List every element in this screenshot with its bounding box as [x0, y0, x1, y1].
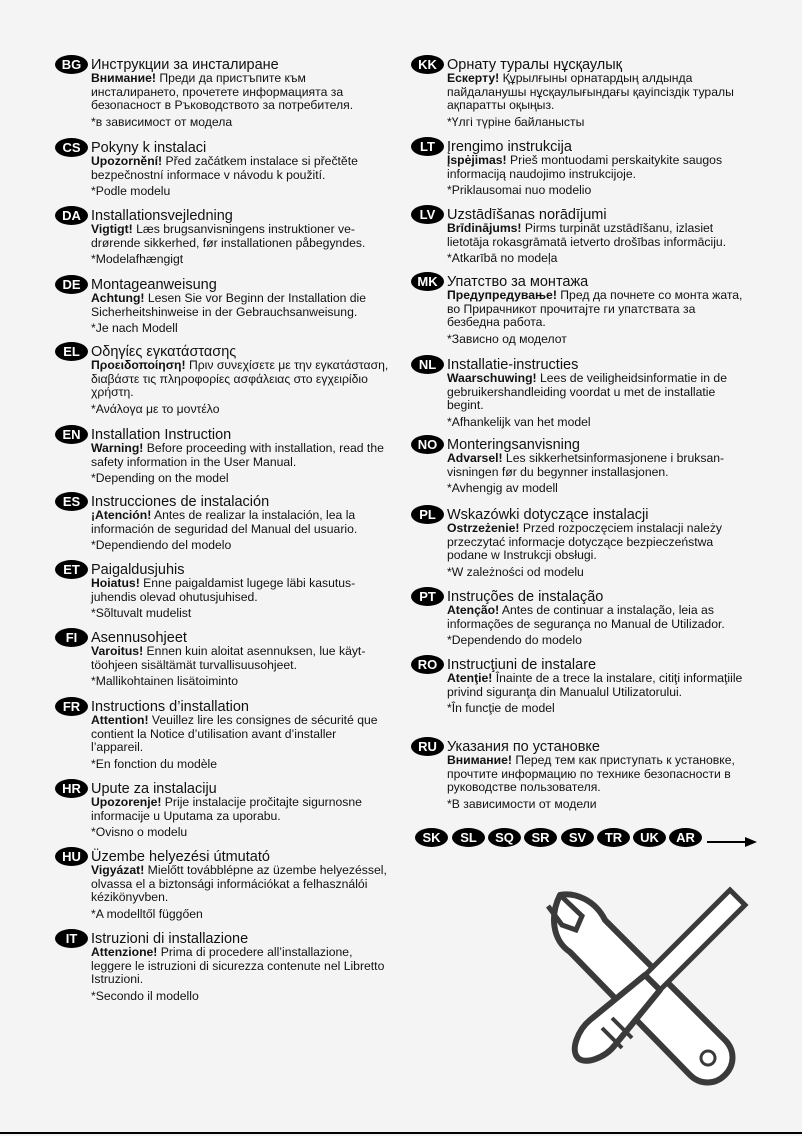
- warning-text: Lees de veiligheidsinformatie in de gebruikershandleiding voordat u met de installatie begint.: [447, 371, 727, 412]
- model-note: *Afhankelijk van het model: [447, 414, 591, 429]
- model-note: *Dependiendo del modelo: [91, 538, 232, 552]
- language-badge: EL: [55, 342, 88, 361]
- instruction-entry-fi: [55, 628, 415, 693]
- entry-title: Инструкции за инсталиране: [91, 57, 279, 73]
- language-badge: NL: [411, 355, 444, 374]
- entry-body: [447, 222, 747, 266]
- instruction-entry-no: [411, 435, 771, 503]
- entry-title: Орнату туралы нұсқаулық: [447, 57, 623, 73]
- model-note: *Je nach Modell: [91, 321, 178, 335]
- language-badge: LV: [411, 205, 444, 224]
- warning-label: Hoiatus!: [91, 576, 140, 590]
- warning-text: Преди да пристъпите към инсталирането, прочетете информацията за безопасност в Ръководството за потребителя.: [91, 71, 354, 112]
- model-note: *Podle modelu: [91, 184, 171, 198]
- language-badge: HU: [55, 847, 88, 866]
- instruction-entry-hr: [55, 779, 415, 844]
- instruction-entry-hu: [55, 847, 415, 927]
- warning-text: Mielőtt továbblépne az üzembe helyezéssel, olvassa el a biztonsági információkat a felhasználói kézikönyvben.: [91, 863, 387, 904]
- language-badge-sv: SV: [561, 828, 594, 847]
- warning-label: Warning!: [91, 441, 144, 455]
- instruction-entry-lt: [411, 137, 771, 202]
- entry-title: Installatie-instructies: [447, 357, 579, 373]
- model-note: *Secondo il modello: [91, 988, 199, 1003]
- warning-text: Prije instalacije pročitajte sigurnosne informacije u Uputama za uporabu.: [91, 795, 362, 823]
- entry-body: [447, 754, 747, 811]
- entry-body: [91, 72, 391, 129]
- model-note: *В зависимости от модели: [447, 796, 597, 811]
- warning-text: Πριν συνεχίσετε με την εγκατάσταση, διαβάστε τις πληροφορίες ασφάλειας στο εγχειρίδιο χρήστη.: [91, 358, 389, 399]
- entry-title: Instrucţiuni de instalare: [447, 657, 597, 673]
- model-note: *Modelafhængigt: [91, 252, 184, 266]
- model-note: *Ανάλογα με το μοντέλο: [91, 401, 220, 416]
- warning-text: Les sikkerhetsinformasjonene i bruksanvisningen før du begynner installasjonen.: [447, 451, 725, 479]
- entry-body: [447, 289, 747, 346]
- instruction-entry-bg: [55, 55, 415, 129]
- entry-title: Paigaldusjuhis: [91, 562, 185, 578]
- warning-text: Înainte de a trece la instalare, citiţi informaţiile privind siguranţa din Manualul Utilizatorului.: [447, 671, 743, 699]
- language-badge: LT: [411, 137, 444, 156]
- warning-label: Atenção!: [447, 603, 500, 617]
- entry-body: [447, 154, 747, 198]
- entry-body: [447, 72, 747, 129]
- continue-arrow-icon: [707, 841, 747, 843]
- entry-body: [91, 509, 391, 553]
- model-note: *Dependendo do modelo: [447, 633, 582, 647]
- language-badge: MK: [411, 272, 444, 291]
- warning-text: Przed rozpoczęciem instalacji należy przeczytać informacje dotyczące bezpieczeństwa podane w Instrukcji obsługi.: [447, 521, 723, 562]
- warning-label: Waarschuwing!: [447, 371, 537, 385]
- warning-text: Antes de continuar a instalação, leia as informações de segurança no Manual de Utilizador.: [447, 603, 725, 631]
- warning-text: Құрылғыны орнатардың алдында пайдаланушы нұсқаулығындағы қауіпсіздік туралы ақпаратты оқыңыз.: [447, 71, 734, 112]
- entry-title: Monteringsanvisning: [447, 437, 580, 453]
- warning-text: Ennen kuin aloitat asennuksen, lue käyttöohjeen sisältämät turvallisuusohjeet.: [91, 644, 366, 672]
- warning-text: Enne paigaldamist lugege läbi kasutusjuhendis olevad ohutusjuhised.: [91, 576, 356, 604]
- language-badge: HR: [55, 779, 88, 798]
- language-badge: RO: [411, 655, 444, 674]
- language-badge-sl: SL: [452, 828, 485, 847]
- entry-body: [447, 672, 747, 716]
- entry-title: Įrengimo instrukcija: [447, 139, 572, 155]
- instruction-entry-pl: [411, 505, 771, 585]
- warning-label: Ostrzeżenie!: [447, 521, 520, 535]
- warning-label: Atenţie!: [447, 671, 493, 685]
- instruction-entry-ro: [411, 655, 771, 735]
- language-badge: EN: [55, 425, 88, 444]
- language-badge: PL: [411, 505, 444, 524]
- language-badge-uk: UK: [633, 828, 666, 847]
- language-badge: DA: [55, 206, 88, 225]
- entry-body: [91, 946, 391, 1003]
- entry-body: [91, 223, 391, 267]
- model-note: *Sõltuvalt mudelist: [91, 606, 192, 620]
- entry-title: Installation Instruction: [91, 427, 232, 443]
- warning-label: Brīdinājums!: [447, 221, 522, 235]
- model-note: *În funcţie de model: [447, 701, 555, 715]
- page-bottom-rule: [0, 1132, 802, 1134]
- entry-body: [91, 645, 391, 689]
- model-note: *Priklausomai nuo modelio: [447, 183, 592, 197]
- instruction-entry-da: [55, 206, 415, 271]
- screwdriver-shaft: [645, 890, 745, 990]
- entry-body: [91, 796, 391, 840]
- model-note: *Зависно од моделот: [447, 331, 567, 346]
- instruction-entry-it: [55, 929, 415, 1009]
- entry-body: [91, 714, 391, 771]
- instruction-entry-en: [55, 425, 415, 490]
- model-note: *Avhengig av modell: [447, 481, 558, 495]
- instruction-entry-mk: [411, 272, 771, 352]
- warning-text: Antes de realizar la instalación, lea la información de seguridad del Manual del usuario.: [91, 508, 358, 536]
- warning-text: Before proceeding with installation, read the safety information in the User Manual.: [91, 441, 384, 469]
- language-badge-sq: SQ: [488, 828, 521, 847]
- language-badge: NO: [411, 435, 444, 454]
- model-note: *En fonction du modèle: [91, 756, 218, 771]
- warning-label: Предупредување!: [447, 288, 557, 302]
- language-badge: IT: [55, 929, 88, 948]
- language-badge: ET: [55, 560, 88, 579]
- entry-title: Pokyny k instalaci: [91, 140, 207, 156]
- entry-body: [91, 442, 391, 486]
- language-badge: KK: [411, 55, 444, 74]
- warning-label: Varoitus!: [91, 644, 144, 658]
- model-note: *W zależności od modelu: [447, 564, 584, 579]
- entry-body: [91, 359, 391, 416]
- entry-title: Οδηγίες εγκατάστασης: [91, 344, 237, 360]
- warning-text: Lesen Sie vor Beginn der Installation die Sicherheitshinweise in der Gebrauchsanweisung.: [91, 291, 367, 319]
- language-badge: RU: [411, 737, 444, 756]
- instruction-entry-de: [55, 275, 415, 340]
- continue-arrowhead-icon: [745, 837, 757, 847]
- instruction-entry-es: [55, 492, 415, 557]
- entry-body: [91, 864, 391, 921]
- warning-label: Upozorenje!: [91, 795, 162, 809]
- entry-title: Istruzioni di installazione: [91, 931, 249, 947]
- language-badge-tr: TR: [597, 828, 630, 847]
- language-badge-sr: SR: [524, 828, 557, 847]
- entry-body: [91, 577, 391, 621]
- warning-label: Advarsel!: [447, 451, 503, 465]
- model-note: *Үлгі түріне байланысты: [447, 114, 585, 129]
- instruction-entry-et: [55, 560, 415, 625]
- warning-label: ¡Atención!: [91, 508, 152, 522]
- instruction-entry-nl: [411, 355, 771, 433]
- entry-title: Üzembe helyezési útmutató: [91, 849, 270, 865]
- entry-title: Instructions d’installation: [91, 699, 249, 715]
- entry-title: Упатство за монтажа: [447, 274, 589, 290]
- language-badge: PT: [411, 587, 444, 606]
- entry-body: [447, 604, 747, 648]
- warning-label: Attention!: [91, 713, 149, 727]
- model-note: *Depending on the model: [91, 471, 229, 485]
- language-badge: FR: [55, 697, 88, 716]
- language-badge-ar: AR: [669, 828, 702, 847]
- warning-label: Внимание!: [91, 71, 156, 85]
- instruction-entry-pt: [411, 587, 771, 652]
- instruction-entry-kk: [411, 55, 771, 129]
- warning-label: Vigtigt!: [91, 222, 133, 236]
- warning-text: Veuillez lire les consignes de sécurité que contient la Notice d’utilisation avant d’installer l’appareil.: [91, 713, 378, 754]
- warning-label: Įspėjimas!: [447, 153, 507, 167]
- entry-body: [447, 452, 747, 496]
- warning-text: Перед тем как приступать к установке, прочтите информацию по технике безопасности в руководстве пользователя.: [447, 753, 735, 794]
- warning-label: Upozornění!: [91, 154, 163, 168]
- model-note: *Atkarībā no modeļa: [447, 251, 558, 265]
- entry-title: Uzstādīšanas norādījumi: [447, 207, 607, 223]
- entry-body: [447, 372, 747, 429]
- instruction-entry-ru: [411, 737, 771, 817]
- entry-body: [91, 155, 391, 199]
- instruction-entry-lv: [411, 205, 771, 270]
- instruction-entry-cs: [55, 138, 415, 198]
- entry-title: Instruções de instalação: [447, 589, 604, 605]
- entry-title: Installationsvejledning: [91, 208, 233, 224]
- warning-label: Внимание!: [447, 753, 512, 767]
- instruction-entry-el: [55, 342, 415, 422]
- language-badge: FI: [55, 628, 88, 647]
- entry-title: Указания по установке: [447, 739, 600, 755]
- entry-body: [91, 292, 391, 336]
- wrench-screwdriver-icon: [540, 870, 770, 1110]
- warning-text: Læs brugsanvisningens instruktioner vedrørende sikkerhed, før installationen påbegyndes.: [91, 222, 366, 250]
- language-badge: DE: [55, 275, 88, 294]
- warning-text: Пред да почнете со монта жата, во Прирачникот прочитајте ги упатствата за безбедна работа.: [447, 288, 743, 329]
- more-languages-row: [415, 827, 775, 849]
- model-note: *в зависимост от модела: [91, 114, 233, 129]
- language-badge: BG: [55, 55, 88, 74]
- warning-label: Achtung!: [91, 291, 145, 305]
- language-badge-sk: SK: [415, 828, 448, 847]
- entry-title: Instrucciones de instalación: [91, 494, 270, 510]
- entry-body: [447, 522, 747, 579]
- model-note: *A modelltől függően: [91, 906, 203, 921]
- entry-title: Asennusohjeet: [91, 630, 187, 646]
- warning-text: Před začátkem instalace si přečtěte bezpečnostní informace v návodu k použití.: [91, 154, 358, 182]
- model-note: *Mallikohtainen lisätoiminto: [91, 674, 238, 688]
- entry-title: Montageanweisung: [91, 277, 217, 293]
- warning-label: Ескерту!: [447, 71, 500, 85]
- warning-label: Vigyázat!: [91, 863, 145, 877]
- instruction-entry-fr: [55, 697, 415, 777]
- entry-title: Upute za instalaciju: [91, 781, 217, 797]
- warning-text: Pirms turpināt uzstādīšanu, izlasiet lietotāja rokasgrāmatā ietverto drošības informāciju.: [447, 221, 727, 249]
- warning-label: Προειδοποίηση!: [91, 358, 186, 372]
- model-note: *Ovisno o modelu: [91, 825, 188, 839]
- language-badge: CS: [55, 138, 88, 157]
- warning-label: Attenzione!: [91, 945, 158, 959]
- entry-title: Wskazówki dotyczące instalacji: [447, 507, 649, 523]
- warning-text: Prima di procedere all’installazione, leggere le istruzioni di sicurezza contenute nel Libretto Istruzioni.: [91, 945, 385, 986]
- warning-text: Prieš montuodami perskaitykite saugos informaciją naudojimo instrukcijoje.: [447, 153, 723, 181]
- language-badge: ES: [55, 492, 88, 511]
